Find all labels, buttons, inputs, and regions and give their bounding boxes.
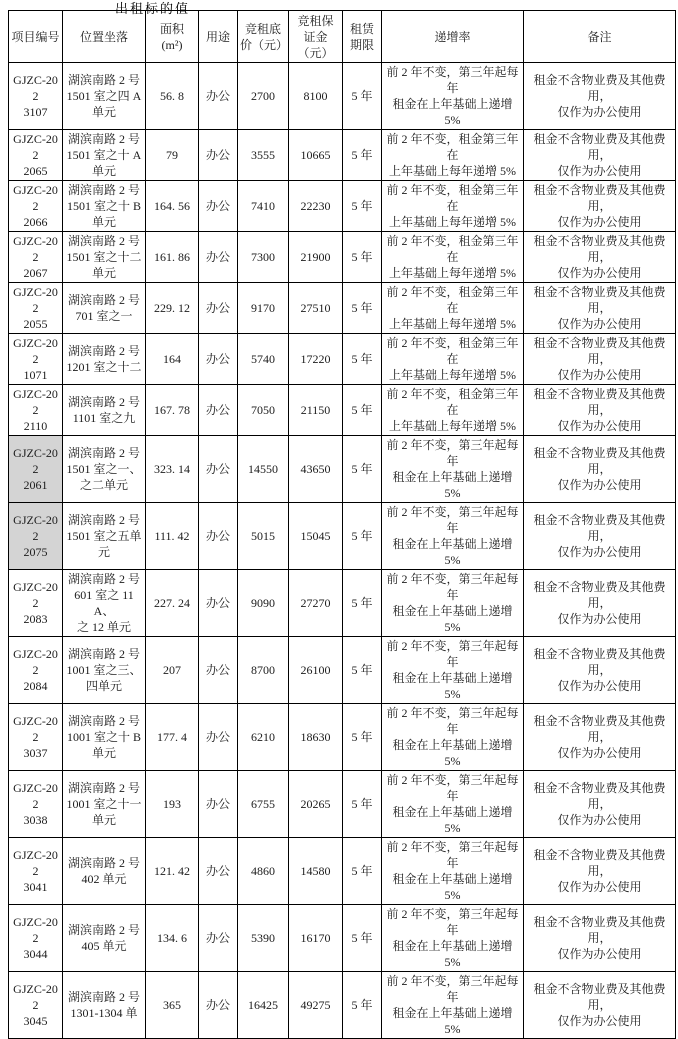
cell-deposit: 16170 xyxy=(289,905,343,972)
cell-area: 365 xyxy=(146,972,199,1039)
cell-location: 湖滨南路 2 号 1101 室之九 xyxy=(63,385,146,436)
cell-deposit: 18630 xyxy=(289,704,343,771)
cell-remarks: 租金不含物业费及其他费用， 仅作为办公使用 xyxy=(524,771,676,838)
cell-term: 5 年 xyxy=(343,385,382,436)
cell-location: 湖滨南路 2 号 1501 室之十 A 单元 xyxy=(63,130,146,181)
cell-location: 湖滨南路 2 号 1501 室之五单 元 xyxy=(63,503,146,570)
cell-term: 5 年 xyxy=(343,181,382,232)
table-row xyxy=(9,232,676,283)
table-body xyxy=(9,63,676,1039)
cell-project-id: GJZC-202 2075 xyxy=(9,503,63,570)
cell-area: 161. 86 xyxy=(146,232,199,283)
cell-increase-rate: 前 2 年不变，第三年起每年 租金在上年基础上递增 5% xyxy=(382,704,524,771)
cell-increase-rate: 前 2 年不变，租金第三年在 上年基础上每年递增 5% xyxy=(382,232,524,283)
cell-remarks: 租金不含物业费及其他费用， 仅作为办公使用 xyxy=(524,63,676,130)
cell-remarks: 租金不含物业费及其他费用， 仅作为办公使用 xyxy=(524,838,676,905)
clipped-title-fragment xyxy=(115,1,315,16)
cell-increase-rate: 前 2 年不变，租金第三年在 上年基础上每年递增 5% xyxy=(382,130,524,181)
cell-area: 111. 42 xyxy=(146,503,199,570)
cell-location: 湖滨南路 2 号 1001 室之三、 四单元 xyxy=(63,637,146,704)
cell-base-price: 3555 xyxy=(238,130,289,181)
cell-use: 办公 xyxy=(199,385,238,436)
cell-term: 5 年 xyxy=(343,905,382,972)
cell-project-id: GJZC-202 3107 xyxy=(9,63,63,130)
cell-location: 湖滨南路 2 号 405 单元 xyxy=(63,905,146,972)
cell-location: 湖滨南路 2 号 1001 室之十 B 单元 xyxy=(63,704,146,771)
cell-remarks: 租金不含物业费及其他费用， 仅作为办公使用 xyxy=(524,436,676,503)
cell-use: 办公 xyxy=(199,570,238,637)
cell-term: 5 年 xyxy=(343,972,382,1039)
cell-project-id: GJZC-202 3044 xyxy=(9,905,63,972)
cell-remarks: 租金不含物业费及其他费用， 仅作为办公使用 xyxy=(524,181,676,232)
cell-deposit: 15045 xyxy=(289,503,343,570)
cell-use: 办公 xyxy=(199,436,238,503)
cell-use: 办公 xyxy=(199,130,238,181)
cell-area: 227. 24 xyxy=(146,570,199,637)
cell-area: 134. 6 xyxy=(146,905,199,972)
cell-term: 5 年 xyxy=(343,334,382,385)
cell-location: 湖滨南路 2 号 402 单元 xyxy=(63,838,146,905)
cell-project-id: GJZC-202 1071 xyxy=(9,334,63,385)
cell-use: 办公 xyxy=(199,704,238,771)
cell-base-price: 2700 xyxy=(238,63,289,130)
cell-base-price: 5390 xyxy=(238,905,289,972)
cell-project-id: GJZC-202 2065 xyxy=(9,130,63,181)
cell-location: 湖滨南路 2 号 1501 室之十二 单元 xyxy=(63,232,146,283)
cell-deposit: 49275 xyxy=(289,972,343,1039)
table-row xyxy=(9,63,676,130)
cell-location: 湖滨南路 2 号 1301-1304 单 xyxy=(63,972,146,1039)
cell-deposit: 26100 xyxy=(289,637,343,704)
cell-project-id: GJZC-202 3045 xyxy=(9,972,63,1039)
cell-project-id: GJZC-202 2066 xyxy=(9,181,63,232)
cell-base-price: 7300 xyxy=(238,232,289,283)
cell-area: 323. 14 xyxy=(146,436,199,503)
cell-base-price: 14550 xyxy=(238,436,289,503)
clipped-title-text: 出租标的值 xyxy=(115,1,191,16)
cell-use: 办公 xyxy=(199,972,238,1039)
table-row xyxy=(9,181,676,232)
cell-deposit: 10665 xyxy=(289,130,343,181)
cell-base-price: 8700 xyxy=(238,637,289,704)
cell-term: 5 年 xyxy=(343,232,382,283)
cell-area: 193 xyxy=(146,771,199,838)
cell-base-price: 4860 xyxy=(238,838,289,905)
cell-remarks: 租金不含物业费及其他费用， 仅作为办公使用 xyxy=(524,283,676,334)
rental-listings-table xyxy=(8,10,676,1039)
table-row xyxy=(9,503,676,570)
cell-base-price: 6755 xyxy=(238,771,289,838)
cell-term: 5 年 xyxy=(343,637,382,704)
cell-location: 湖滨南路 2 号 1501 室之一、 之二单元 xyxy=(63,436,146,503)
cell-remarks: 租金不含物业费及其他费用， 仅作为办公使用 xyxy=(524,232,676,283)
table-row xyxy=(9,838,676,905)
table-row xyxy=(9,905,676,972)
cell-deposit: 22230 xyxy=(289,181,343,232)
cell-area: 164. 56 xyxy=(146,181,199,232)
cell-base-price: 9090 xyxy=(238,570,289,637)
cell-term: 5 年 xyxy=(343,63,382,130)
cell-increase-rate: 前 2 年不变，第三年起每年 租金在上年基础上递增 5% xyxy=(382,771,524,838)
cell-term: 5 年 xyxy=(343,436,382,503)
cell-project-id: GJZC-202 3037 xyxy=(9,704,63,771)
cell-use: 办公 xyxy=(199,905,238,972)
cell-base-price: 5740 xyxy=(238,334,289,385)
cell-remarks: 租金不含物业费及其他费用， 仅作为办公使用 xyxy=(524,503,676,570)
cell-term: 5 年 xyxy=(343,503,382,570)
table-row xyxy=(9,385,676,436)
cell-deposit: 21900 xyxy=(289,232,343,283)
cell-deposit: 27510 xyxy=(289,283,343,334)
table-row xyxy=(9,283,676,334)
table-row xyxy=(9,972,676,1039)
cell-area: 167. 78 xyxy=(146,385,199,436)
cell-remarks: 租金不含物业费及其他费用， 仅作为办公使用 xyxy=(524,130,676,181)
cell-project-id: GJZC-202 2110 xyxy=(9,385,63,436)
cell-increase-rate: 前 2 年不变，第三年起每年 租金在上年基础上递增 5% xyxy=(382,905,524,972)
cell-increase-rate: 前 2 年不变，租金第三年在 上年基础上每年递增 5% xyxy=(382,385,524,436)
header-cell-deposit: 竞租保 证金 （元） xyxy=(289,11,343,63)
cell-term: 5 年 xyxy=(343,838,382,905)
table-row xyxy=(9,771,676,838)
cell-use: 办公 xyxy=(199,283,238,334)
cell-remarks: 租金不含物业费及其他费用， 仅作为办公使用 xyxy=(524,570,676,637)
cell-area: 121. 42 xyxy=(146,838,199,905)
cell-base-price: 7410 xyxy=(238,181,289,232)
header-cell-project-id: 项目编号 xyxy=(9,11,63,63)
cell-increase-rate: 前 2 年不变，第三年起每年 租金在上年基础上递增 5% xyxy=(382,570,524,637)
cell-deposit: 8100 xyxy=(289,63,343,130)
cell-base-price: 7050 xyxy=(238,385,289,436)
cell-base-price: 16425 xyxy=(238,972,289,1039)
cell-increase-rate: 前 2 年不变，第三年起每年 租金在上年基础上递增 5% xyxy=(382,503,524,570)
table-row xyxy=(9,637,676,704)
cell-area: 207 xyxy=(146,637,199,704)
table-row xyxy=(9,570,676,637)
table-row xyxy=(9,436,676,503)
table-header-row xyxy=(9,11,676,63)
cell-location: 湖滨南路 2 号 1001 室之十一 单元 xyxy=(63,771,146,838)
cell-location: 湖滨南路 2 号 1201 室之十二 xyxy=(63,334,146,385)
cell-project-id: GJZC-202 2084 xyxy=(9,637,63,704)
cell-use: 办公 xyxy=(199,771,238,838)
cell-increase-rate: 前 2 年不变，第三年起每年 租金在上年基础上递增 5% xyxy=(382,436,524,503)
cell-increase-rate: 前 2 年不变，租金第三年在 上年基础上每年递增 5% xyxy=(382,181,524,232)
cell-project-id: GJZC-202 2061 xyxy=(9,436,63,503)
cell-term: 5 年 xyxy=(343,283,382,334)
cell-remarks: 租金不含物业费及其他费用， 仅作为办公使用 xyxy=(524,385,676,436)
cell-increase-rate: 前 2 年不变，第三年起每年 租金在上年基础上递增 5% xyxy=(382,63,524,130)
cell-location: 湖滨南路 2 号 1501 室之十 B 单元 xyxy=(63,181,146,232)
cell-project-id: GJZC-202 3038 xyxy=(9,771,63,838)
table-row xyxy=(9,704,676,771)
cell-deposit: 20265 xyxy=(289,771,343,838)
cell-increase-rate: 前 2 年不变，第三年起每年 租金在上年基础上递增 5% xyxy=(382,838,524,905)
cell-remarks: 租金不含物业费及其他费用， 仅作为办公使用 xyxy=(524,334,676,385)
cell-increase-rate: 前 2 年不变，租金第三年在 上年基础上每年递增 5% xyxy=(382,334,524,385)
cell-remarks: 租金不含物业费及其他费用， 仅作为办公使用 xyxy=(524,905,676,972)
cell-location: 湖滨南路 2 号 601 室之 11A、 之 12 单元 xyxy=(63,570,146,637)
cell-deposit: 27270 xyxy=(289,570,343,637)
cell-deposit: 21150 xyxy=(289,385,343,436)
cell-increase-rate: 前 2 年不变，第三年起每年 租金在上年基础上递增 5% xyxy=(382,972,524,1039)
cell-base-price: 5015 xyxy=(238,503,289,570)
cell-use: 办公 xyxy=(199,181,238,232)
cell-term: 5 年 xyxy=(343,771,382,838)
table-row xyxy=(9,334,676,385)
cell-deposit: 43650 xyxy=(289,436,343,503)
cell-deposit: 17220 xyxy=(289,334,343,385)
cell-remarks: 租金不含物业费及其他费用， 仅作为办公使用 xyxy=(524,704,676,771)
cell-project-id: GJZC-202 3041 xyxy=(9,838,63,905)
cell-remarks: 租金不含物业费及其他费用， 仅作为办公使用 xyxy=(524,972,676,1039)
cell-increase-rate: 前 2 年不变，租金第三年在 上年基础上每年递增 5% xyxy=(382,283,524,334)
cell-area: 79 xyxy=(146,130,199,181)
cell-term: 5 年 xyxy=(343,570,382,637)
cell-use: 办公 xyxy=(199,503,238,570)
header-cell-use: 用途 xyxy=(199,11,238,63)
cell-term: 5 年 xyxy=(343,704,382,771)
cell-project-id: GJZC-202 2083 xyxy=(9,570,63,637)
page xyxy=(0,1,678,1036)
cell-remarks: 租金不含物业费及其他费用， 仅作为办公使用 xyxy=(524,637,676,704)
cell-location: 湖滨南路 2 号 1501 室之四 A 单元 xyxy=(63,63,146,130)
cell-base-price: 6210 xyxy=(238,704,289,771)
cell-area: 164 xyxy=(146,334,199,385)
header-cell-remarks: 备注 xyxy=(524,11,676,63)
cell-base-price: 9170 xyxy=(238,283,289,334)
cell-area: 56. 8 xyxy=(146,63,199,130)
cell-term: 5 年 xyxy=(343,130,382,181)
header-cell-increase-rate: 递增率 xyxy=(382,11,524,63)
cell-area: 229. 12 xyxy=(146,283,199,334)
cell-use: 办公 xyxy=(199,232,238,283)
header-cell-term: 租赁 期限 xyxy=(343,11,382,63)
cell-use: 办公 xyxy=(199,63,238,130)
cell-use: 办公 xyxy=(199,334,238,385)
cell-project-id: GJZC-202 2055 xyxy=(9,283,63,334)
header-cell-base-price: 竞租底 价（元） xyxy=(238,11,289,63)
cell-project-id: GJZC-202 2067 xyxy=(9,232,63,283)
cell-use: 办公 xyxy=(199,838,238,905)
cell-deposit: 14580 xyxy=(289,838,343,905)
cell-area: 177. 4 xyxy=(146,704,199,771)
cell-use: 办公 xyxy=(199,637,238,704)
header-cell-location: 位置坐落 xyxy=(63,11,146,63)
header-cell-area: 面积 (m²) xyxy=(146,11,199,63)
cell-increase-rate: 前 2 年不变，第三年起每年 租金在上年基础上递增 5% xyxy=(382,637,524,704)
table-row xyxy=(9,130,676,181)
cell-location: 湖滨南路 2 号 701 室之一 xyxy=(63,283,146,334)
